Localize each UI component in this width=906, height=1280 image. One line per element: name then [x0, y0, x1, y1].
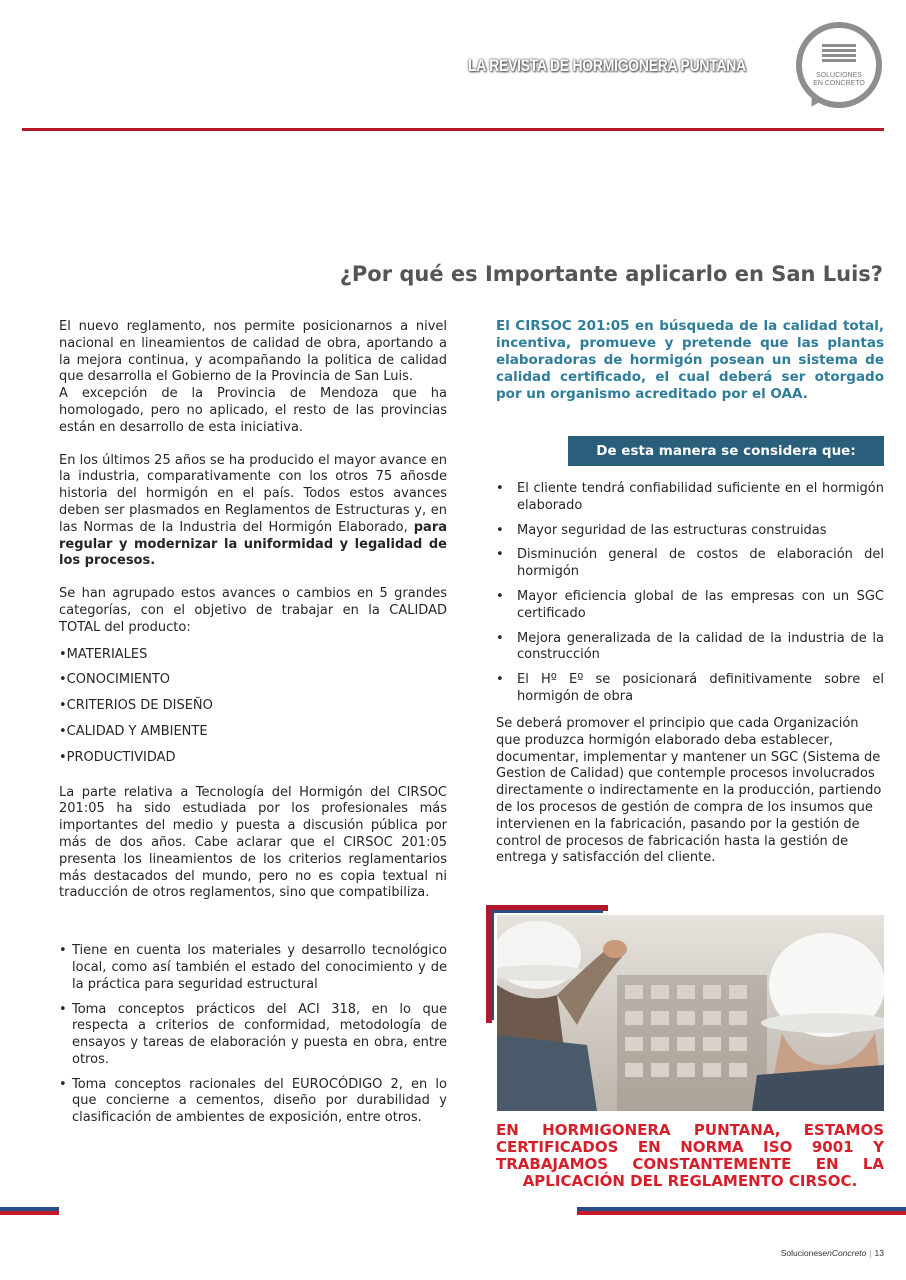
categories-list	[59, 647, 447, 767]
footer-brand-italic: enConcreto	[822, 1248, 867, 1258]
engineers-photo	[497, 915, 884, 1111]
logo-lines-icon	[822, 44, 856, 64]
footer-separator: |	[869, 1248, 872, 1258]
considera-banner: De esta manera se considera que:	[568, 436, 884, 466]
page-number: 13	[874, 1248, 884, 1258]
header-rule	[22, 128, 884, 131]
list-item: • CONOCIMIENTO	[59, 672, 447, 689]
section-title: ¿Por qué es Importante aplicarlo en San Luis?	[339, 262, 883, 286]
certification-callout: EN HORMIGONERA PUNTANA, ESTAMOS CERTIFICADOS EN NORMA ISO 9001 Y TRABAJAMOS CONSTANTEMENTE EN LA APLICACIÓN DEL REGLAMENTO CIRSOC.	[496, 1121, 884, 1190]
footer-bar-right	[577, 1207, 906, 1215]
benefits-list	[496, 481, 884, 714]
list-item: • Mejora generalizada de la calidad de la industria de la construcción	[496, 631, 884, 665]
list-item: • El cliente tendrá confiabilidad suficiente en el hormigón elaborado	[496, 481, 884, 515]
paragraph-2: En los últimos 25 años se ha producido el mayor avance en la industria, comparativamente con los otros 75 añosde historia del hormigón en el país. Todos estos avances deben ser plasmados en Reglamentos de Estructuras y, en las Normas de la Industria del Hormigón Elaborado, para regular y modernizar la uniformidad y legalidad de los procesos.	[59, 452, 447, 569]
list-item: • Disminución general de costos de elaboración del hormigón	[496, 547, 884, 581]
logo-text: SOLUCIONES EN CONCRETO	[813, 72, 865, 87]
paragraph-4: La parte relativa a Tecnología del Hormigón del CIRSOC 201:05 ha sido estudiada por los profesionales más importantes del medio y puesta a discusión pública por más de dos años. Cabe aclarar que el CIRSOC 201:05 presenta los lineamientos de los criterios reglamentarios más destacados del mundo, pero no es copia textual ni traducción de otros reglamentos, sino que compatibiliza.	[59, 784, 447, 901]
list-item: • El Hº Eº se posicionará definitivamente sobre el hormigón de obra	[496, 672, 884, 706]
paragraph-1: El nuevo reglamento, nos permite posicionarnos a nivel nacional en lineamientos de calidad de obra, aportando a la mejora continua, y acompañando la politica de calidad que desarrolla el Gobierno de la Provincia de San Luis.	[59, 319, 447, 385]
list-item: • PRODUCTIVIDAD	[59, 750, 447, 767]
page-footer	[781, 1248, 884, 1258]
cirsoc-bullets	[59, 943, 447, 1127]
list-item: • MATERIALES	[59, 647, 447, 664]
list-item: • Toma conceptos prácticos del ACI 318, en lo que respecta a criterios de conformidad, metodología de ensayos y tareas de elaboración y puesta en obra, entre otros.	[59, 1002, 447, 1069]
list-item: • Tiene en cuenta los materiales y desarrollo tecnológico local, como así también el estado del conocimiento y de la práctica para seguridad estructural	[59, 943, 447, 993]
left-column	[59, 319, 447, 1135]
intro-highlight: El CIRSOC 201:05 en búsqueda de la calidad total, incentiva, promueve y pretende que las plantas elaboradoras de hormigón posean un sistema de calidad certificado, el cual deberá ser otorgado por un organismo acreditado por el OAA.	[496, 318, 884, 402]
list-item: • Mayor seguridad de las estructuras construidas	[496, 523, 884, 540]
paragraph-3: Se han agrupado estos avances o cambios en 5 grandes categorías, con el objetivo de trabajar en la CALIDAD TOTAL del producto:	[59, 586, 447, 635]
list-item: • CALIDAD Y AMBIENTE	[59, 724, 447, 741]
footer-brand: Soluciones	[780, 1248, 823, 1258]
footer-bar-left	[0, 1207, 59, 1215]
list-item: • Toma conceptos racionales del EUROCÓDIGO 2, en lo que concierne a cementos, diseño por durabilidad y clasificación de ambientes de exposición, entre otros.	[59, 1077, 447, 1127]
list-item: • Mayor eficiencia global de las empresas con un SGC certificado	[496, 589, 884, 623]
soluciones-logo	[796, 22, 882, 108]
engineers-illustration	[497, 915, 884, 1111]
paragraph-1b: A excepción de la Provincia de Mendoza que ha homologado, pero no aplicado, el resto de las provincias están en desarrollo de esta iniciativa.	[59, 386, 447, 435]
magazine-title: LA REVISTA DE HORMIGONERA PUNTANA	[468, 56, 746, 75]
sgc-paragraph: Se deberá promover el principio que cada Organización que produzca hormigón elaborado deba establecer, documentar, implementar y mantener un SGC (Sistema de Gestion de Calidad) que contemple procesos involucrados directamente o indirectamente en la producción, partiendo de los procesos de gestión de compra de los insumos que intervienen en la fabricación, pasando por la gestión de control de procesos de fabricación hasta la gestión de entrega y satisfacción del cliente.	[496, 716, 882, 866]
list-item: • CRITERIOS DE DISEÑO	[59, 698, 447, 715]
